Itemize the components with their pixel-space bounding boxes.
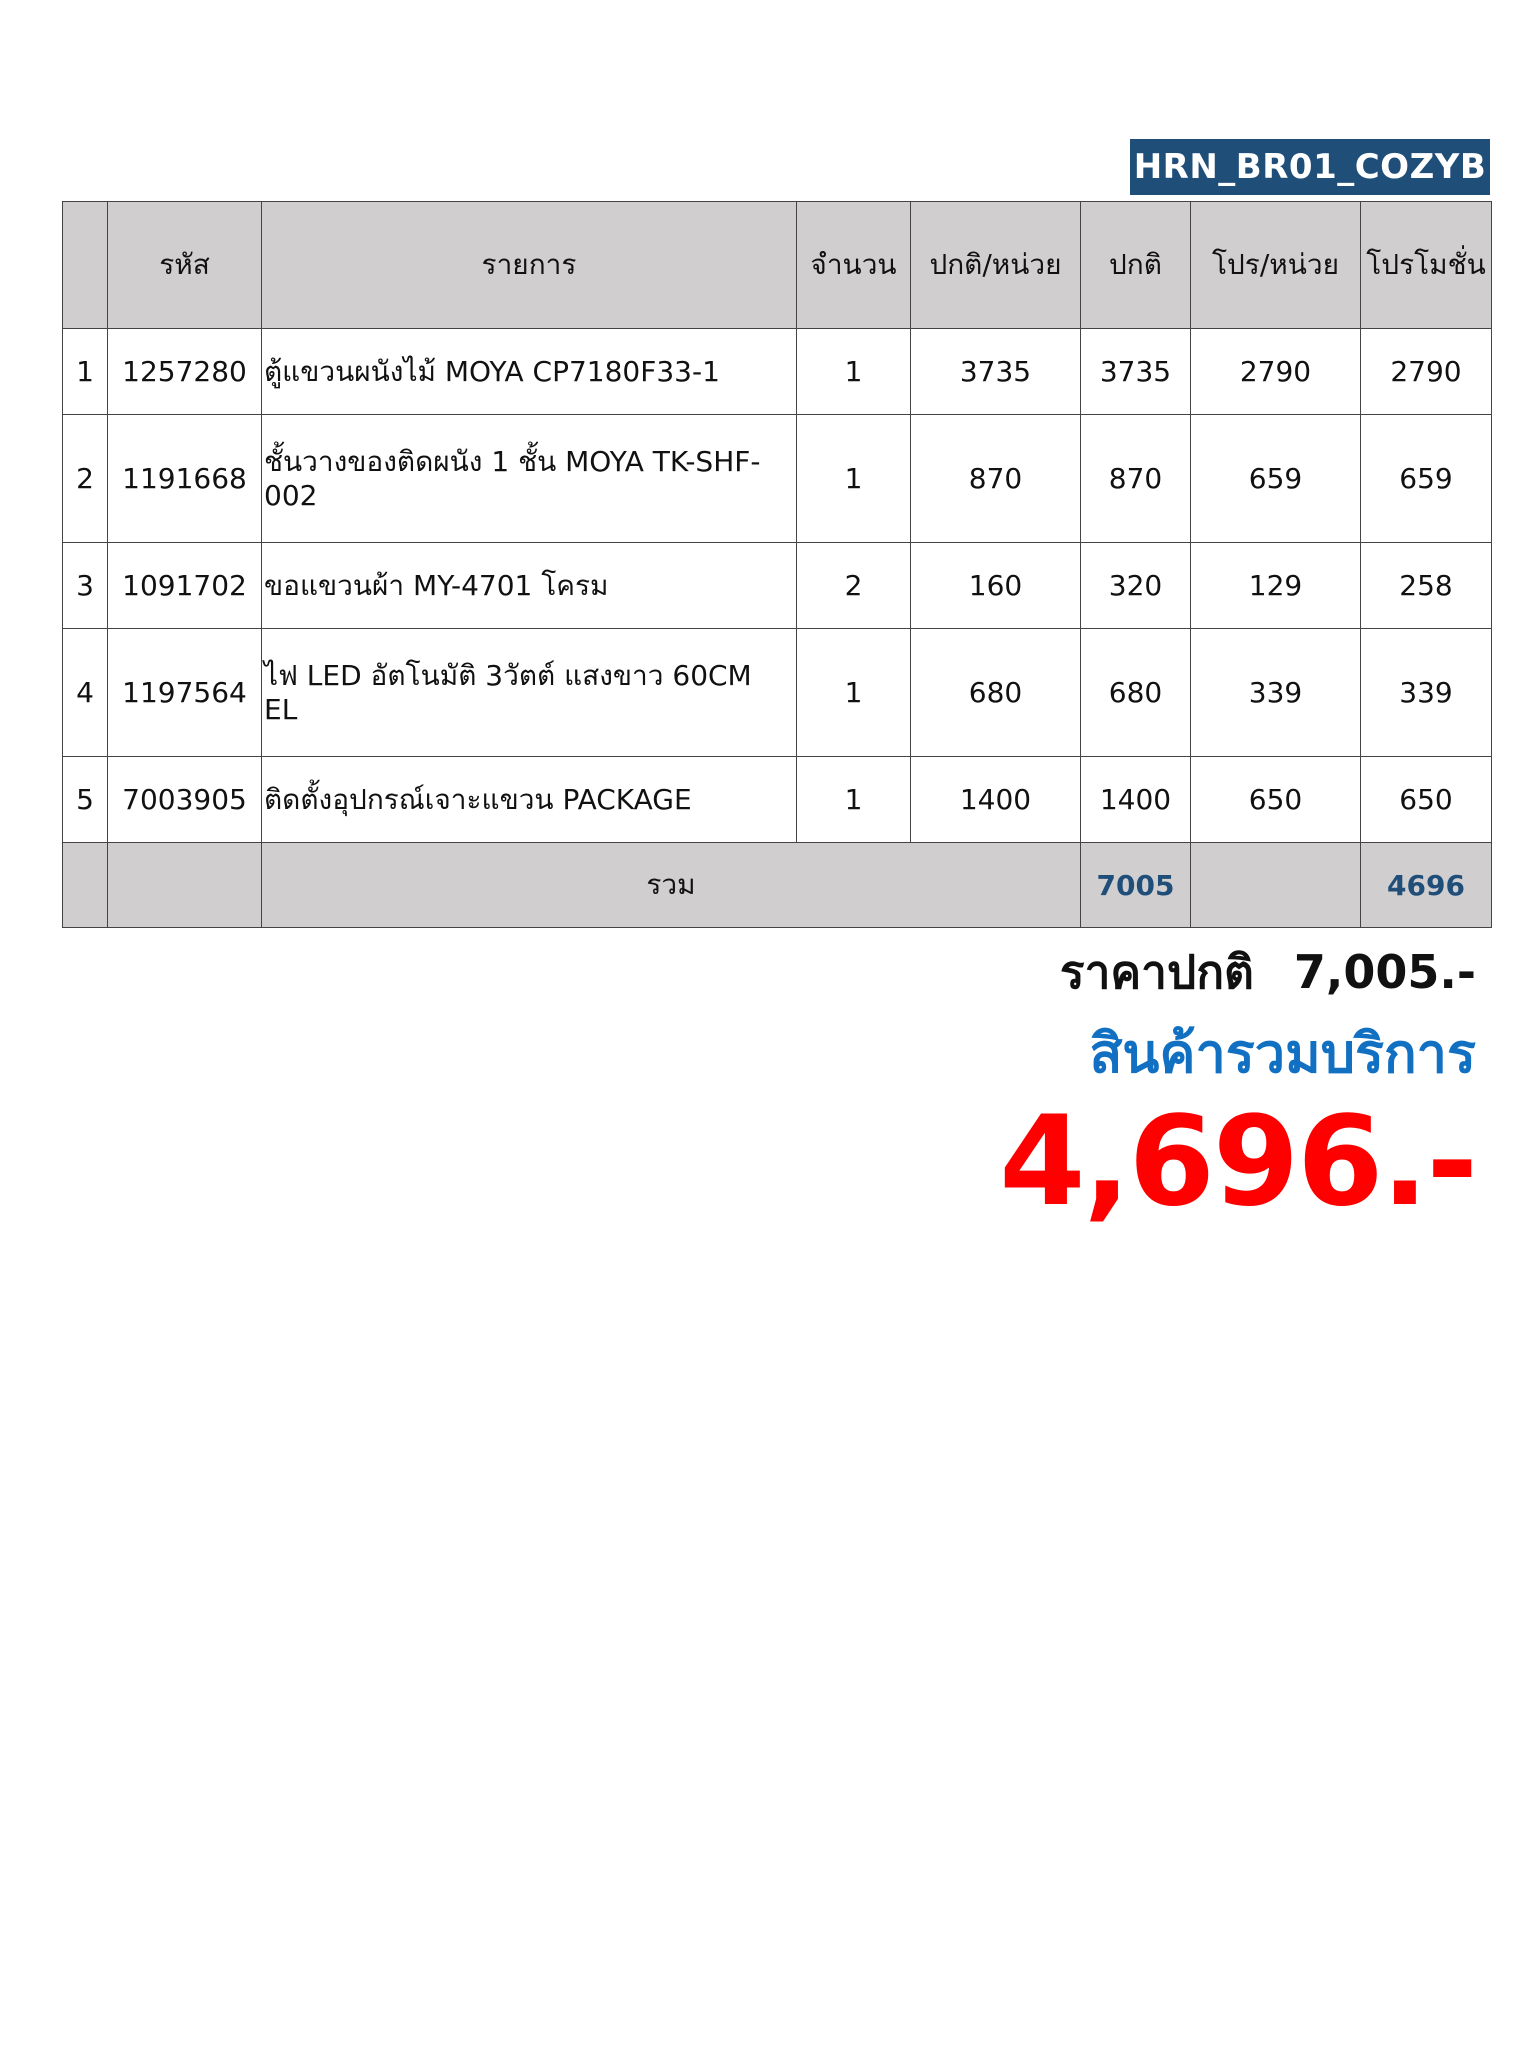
cell-unit-promo-price: 129 [1191,543,1361,629]
cell-unit-regular-price: 3735 [911,329,1081,415]
regular-price-summary [1060,936,1476,1009]
table-row [63,629,1492,757]
cell-unit-promo-price: 2790 [1191,329,1361,415]
cell-number: 3 [63,543,108,629]
table-total-row [63,843,1492,928]
table-header-row [63,202,1492,329]
total-empty-cell [108,843,262,928]
total-label: รวม [262,843,1081,928]
header-regular-price: ปกติ [1081,202,1191,329]
cell-regular-price: 320 [1081,543,1191,629]
header-number [63,202,108,329]
cell-quantity: 1 [797,329,911,415]
header-description: รายการ [262,202,797,329]
cell-regular-price: 680 [1081,629,1191,757]
cell-promo-price: 2790 [1361,329,1492,415]
cell-unit-regular-price: 160 [911,543,1081,629]
table-row [63,415,1492,543]
cell-quantity: 1 [797,415,911,543]
cell-promo-price: 339 [1361,629,1492,757]
header-code: รหัส [108,202,262,329]
cell-code: 1197564 [108,629,262,757]
cell-number: 2 [63,415,108,543]
cell-promo-price: 659 [1361,415,1492,543]
cell-quantity: 2 [797,543,911,629]
table-row [63,543,1492,629]
cell-regular-price: 1400 [1081,757,1191,843]
cell-unit-regular-price: 1400 [911,757,1081,843]
service-included-label: สินค้ารวมบริการ [1089,1022,1476,1085]
cell-code: 1257280 [108,329,262,415]
cell-description: ขอแขวนผ้า MY-4701 โครม [262,543,797,629]
cell-number: 1 [63,329,108,415]
cell-quantity: 1 [797,757,911,843]
cell-quantity: 1 [797,629,911,757]
header-quantity: จำนวน [797,202,911,329]
cell-unit-regular-price: 680 [911,629,1081,757]
final-promo-price: 4,696.- [999,1090,1476,1234]
product-set-code-badge: HRN_BR01_COZYB [1130,139,1490,195]
cell-unit-regular-price: 870 [911,415,1081,543]
cell-promo-price: 258 [1361,543,1492,629]
header-unit-promo-price: โปร/หน่วย [1191,202,1361,329]
cell-number: 4 [63,629,108,757]
header-unit-regular-price: ปกติ/หน่วย [911,202,1081,329]
regular-price-label: ราคาปกติ [1059,945,1254,999]
cell-unit-promo-price: 659 [1191,415,1361,543]
cell-code: 1091702 [108,543,262,629]
cell-unit-promo-price: 339 [1191,629,1361,757]
total-empty-cell [1191,843,1361,928]
total-empty-cell [63,843,108,928]
cell-description: ไฟ LED อัตโนมัติ 3วัตต์ แสงขาว 60CM EL [262,629,797,757]
regular-price-value: 7,005.- [1293,945,1476,999]
cell-code: 1191668 [108,415,262,543]
cell-description: ตู้แขวนผนังไม้ MOYA CP7180F33-1 [262,329,797,415]
cell-description: ชั้นวางของติดผนัง 1 ชั้น MOYA TK-SHF-002 [262,415,797,543]
table-row [63,757,1492,843]
header-promo-price: โปรโมชั่น [1361,202,1492,329]
cell-unit-promo-price: 650 [1191,757,1361,843]
cell-promo-price: 650 [1361,757,1492,843]
cell-regular-price: 870 [1081,415,1191,543]
table-row [63,329,1492,415]
cell-description: ติดตั้งอุปกรณ์เจาะแขวน PACKAGE [262,757,797,843]
cell-regular-price: 3735 [1081,329,1191,415]
cell-code: 7003905 [108,757,262,843]
quotation-table [62,201,1492,928]
total-regular-price: 7005 [1081,843,1191,928]
total-promo-price: 4696 [1361,843,1492,928]
cell-number: 5 [63,757,108,843]
